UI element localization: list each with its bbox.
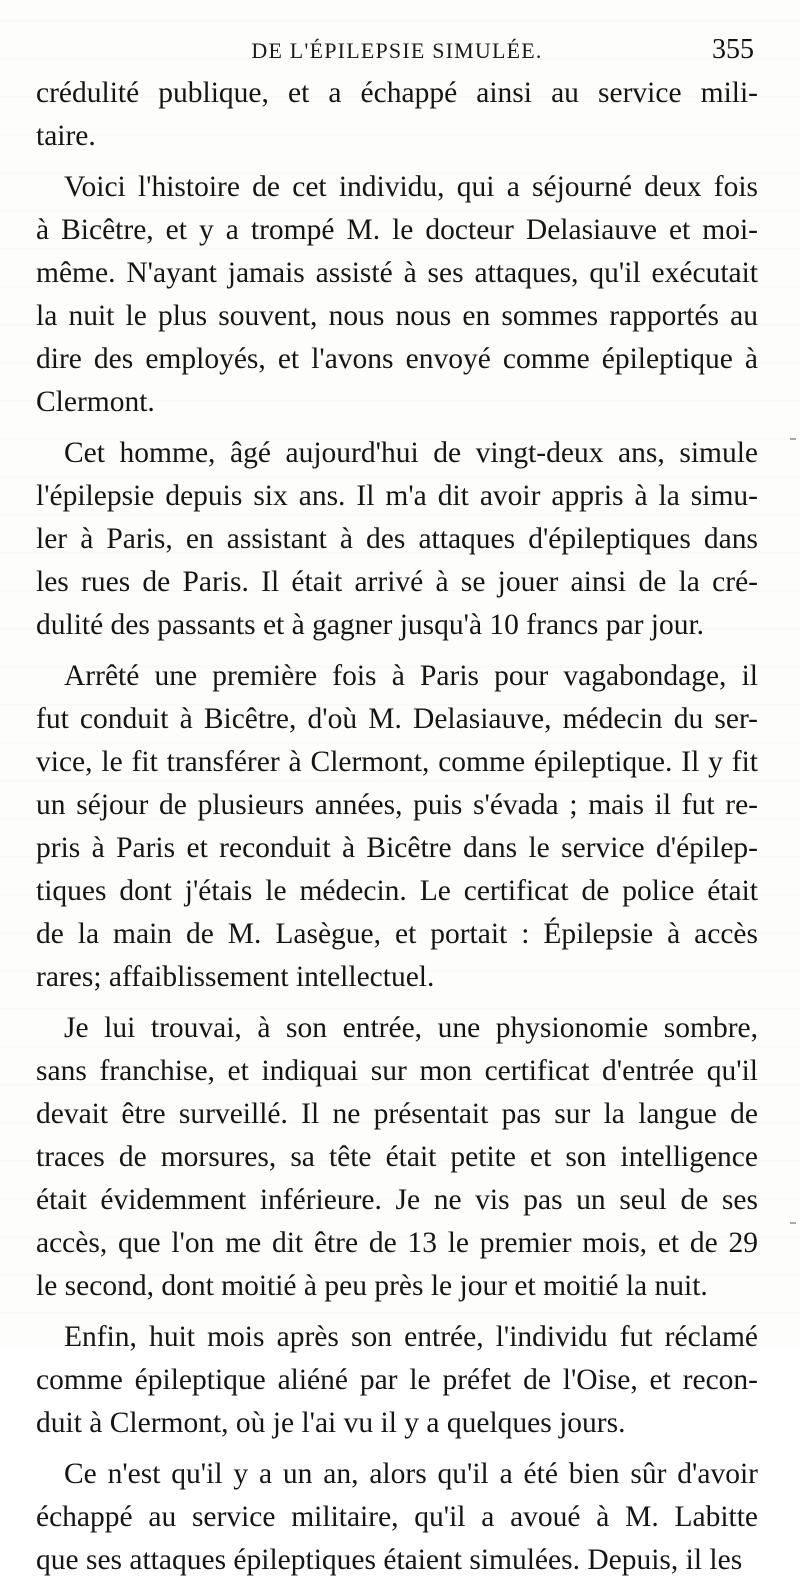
text-line: dire des employés, et l'avons envoyé comme épileptique à bbox=[36, 343, 758, 375]
text-line: de la main de M. Lasègue, et portait : Épilepsie à accès bbox=[36, 918, 758, 950]
text-line: Enfin, huit mois après son entrée, l'individu fut réclamé bbox=[64, 1321, 758, 1353]
running-head bbox=[36, 34, 758, 68]
text-line: dulité des passants et à gagner jusqu'à 10 francs par jour. bbox=[36, 609, 705, 641]
text-line: accès, que l'on me dit être de 13 le premier mois, et de 29 bbox=[36, 1227, 758, 1259]
text-line: comme épileptique aliéné par le préfet de l'Oise, et recon- bbox=[36, 1364, 758, 1396]
text-line: traces de morsures, sa tête était petite et son intelligence bbox=[36, 1141, 758, 1173]
text-line: pris à Paris et reconduit à Bicêtre dans le service d'épilep- bbox=[36, 832, 758, 864]
text-line: tiques dont j'étais le médecin. Le certificat de police était bbox=[36, 875, 758, 907]
paragraph-p7 bbox=[36, 1453, 758, 1582]
edge-speck bbox=[790, 1222, 796, 1224]
text-line: l'épilepsie depuis six ans. Il m'a dit avoir appris à la simu- bbox=[36, 480, 758, 512]
text-line: le second, dont moitié à peu près le jour et moitié la nuit. bbox=[36, 1270, 708, 1302]
text-line: la nuit le plus souvent, nous nous en sommes rapportés au bbox=[36, 300, 758, 332]
text-line: vice, le fit transférer à Clermont, comme épileptique. Il y fit bbox=[36, 746, 758, 778]
text-line: Cet homme, âgé aujourd'hui de vingt-deux ans, simule bbox=[64, 437, 758, 469]
text-line: Ce n'est qu'il y a un an, alors qu'il a été bien sûr d'avoir bbox=[64, 1458, 758, 1490]
page-number: 355 bbox=[712, 34, 754, 65]
paragraph-p3 bbox=[36, 432, 758, 647]
edge-speck bbox=[790, 438, 796, 440]
text-line: était évidemment inférieure. Je ne vis pas un seul de ses bbox=[36, 1184, 758, 1216]
running-title: DE L'ÉPILEPSIE SIMULÉE. bbox=[251, 38, 543, 63]
text-line: rares; affaiblissement intellectuel. bbox=[36, 961, 435, 993]
text-line: crédulité publique, et a échappé ainsi au service mili- bbox=[36, 77, 758, 109]
text-line: Clermont. bbox=[36, 386, 155, 418]
text-line: devait être surveillé. Il ne présentait pas sur la langue de bbox=[36, 1098, 758, 1130]
text-body bbox=[36, 72, 758, 1590]
paragraph-p6 bbox=[36, 1316, 758, 1445]
text-line: les rues de Paris. Il était arrivé à se jouer ainsi de la cré- bbox=[36, 566, 758, 598]
text-line: à Bicêtre, et y a trompé M. le docteur Delasiauve et moi- bbox=[36, 214, 758, 246]
paragraph-p2 bbox=[36, 166, 758, 424]
text-line: Je lui trouvai, à son entrée, une physionomie sombre, bbox=[64, 1012, 758, 1044]
text-line: duit à Clermont, où je l'ai vu il y a quelques jours. bbox=[36, 1407, 626, 1439]
text-line: sans franchise, et indiquai sur mon certificat d'entrée qu'il bbox=[36, 1055, 758, 1087]
text-line: un séjour de plusieurs années, puis s'évada ; mais il fut re- bbox=[36, 789, 758, 821]
text-line: fut conduit à Bicêtre, d'où M. Delasiauve, médecin du ser- bbox=[36, 703, 758, 735]
text-line: Voici l'histoire de cet individu, qui a séjourné deux fois bbox=[64, 171, 758, 203]
text-line: Arrêté une première fois à Paris pour vagabondage, il bbox=[64, 660, 758, 692]
paragraph-p4 bbox=[36, 655, 758, 999]
text-line: échappé au service militaire, qu'il a avoué à M. Labitte bbox=[36, 1501, 758, 1533]
text-line: taire. bbox=[36, 120, 96, 152]
text-line: ler à Paris, en assistant à des attaques d'épileptiques dans bbox=[36, 523, 758, 555]
paragraph-p1 bbox=[36, 72, 758, 158]
text-line: même. N'ayant jamais assisté à ses attaques, qu'il exécutait bbox=[36, 257, 758, 289]
paragraph-p5 bbox=[36, 1007, 758, 1308]
text-line: que ses attaques épileptiques étaient simulées. Depuis, il les bbox=[36, 1544, 743, 1576]
